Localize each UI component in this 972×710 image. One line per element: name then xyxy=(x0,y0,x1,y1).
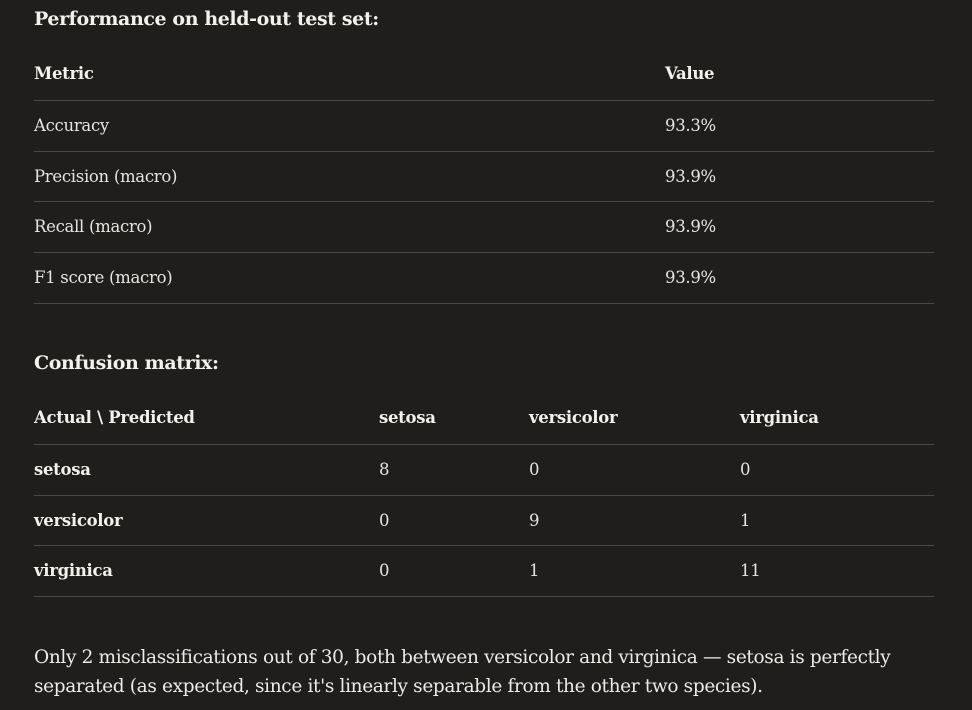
metric-value: 93.9% xyxy=(665,217,716,236)
column-header-setosa: setosa xyxy=(379,408,436,428)
table-row xyxy=(34,545,934,596)
matrix-cell: 0 xyxy=(379,510,390,530)
column-header-value: Value xyxy=(665,64,715,84)
metric-name: F1 score (macro) xyxy=(34,268,173,287)
row-label-versicolor: versicolor xyxy=(34,510,123,530)
matrix-cell: 0 xyxy=(740,460,751,479)
matrix-cell: 1 xyxy=(740,510,751,530)
summary-paragraph: Only 2 misclassifications out of 30, both between versicolor and virginica — setosa is perfectly separated (as expected, since it's linearly separable from the other two species). xyxy=(34,647,891,697)
column-header-actual-predicted: Actual \ Predicted xyxy=(34,408,195,428)
table-row xyxy=(34,100,934,151)
row-label-virginica: virginica xyxy=(34,561,113,580)
metric-value: 93.3% xyxy=(665,116,716,135)
row-label-setosa: setosa xyxy=(34,460,91,479)
column-header-metric: Metric xyxy=(34,64,94,84)
matrix-cell: 11 xyxy=(740,561,761,580)
performance-table xyxy=(34,48,934,304)
confusion-matrix-heading: Confusion matrix: xyxy=(34,352,219,374)
matrix-cell: 1 xyxy=(529,561,540,580)
matrix-cell: 9 xyxy=(529,510,540,530)
performance-header-row xyxy=(34,48,934,100)
matrix-cell: 8 xyxy=(379,460,390,479)
column-header-virginica: virginica xyxy=(740,408,819,428)
metric-name: Precision (macro) xyxy=(34,166,178,186)
performance-heading: Performance on held-out test set: xyxy=(34,8,379,30)
metric-value: 93.9% xyxy=(665,166,716,186)
confusion-header-row xyxy=(34,392,934,444)
metric-name: Recall (macro) xyxy=(34,217,153,236)
metric-name: Accuracy xyxy=(34,116,109,135)
confusion-matrix-table xyxy=(34,392,934,597)
matrix-cell: 0 xyxy=(529,460,540,479)
table-row xyxy=(34,252,934,303)
table-row xyxy=(34,495,934,545)
column-header-versicolor: versicolor xyxy=(529,408,618,428)
metric-value: 93.9% xyxy=(665,268,716,287)
table-row xyxy=(34,444,934,495)
table-row xyxy=(34,201,934,252)
matrix-cell: 0 xyxy=(379,561,390,580)
table-row xyxy=(34,151,934,201)
